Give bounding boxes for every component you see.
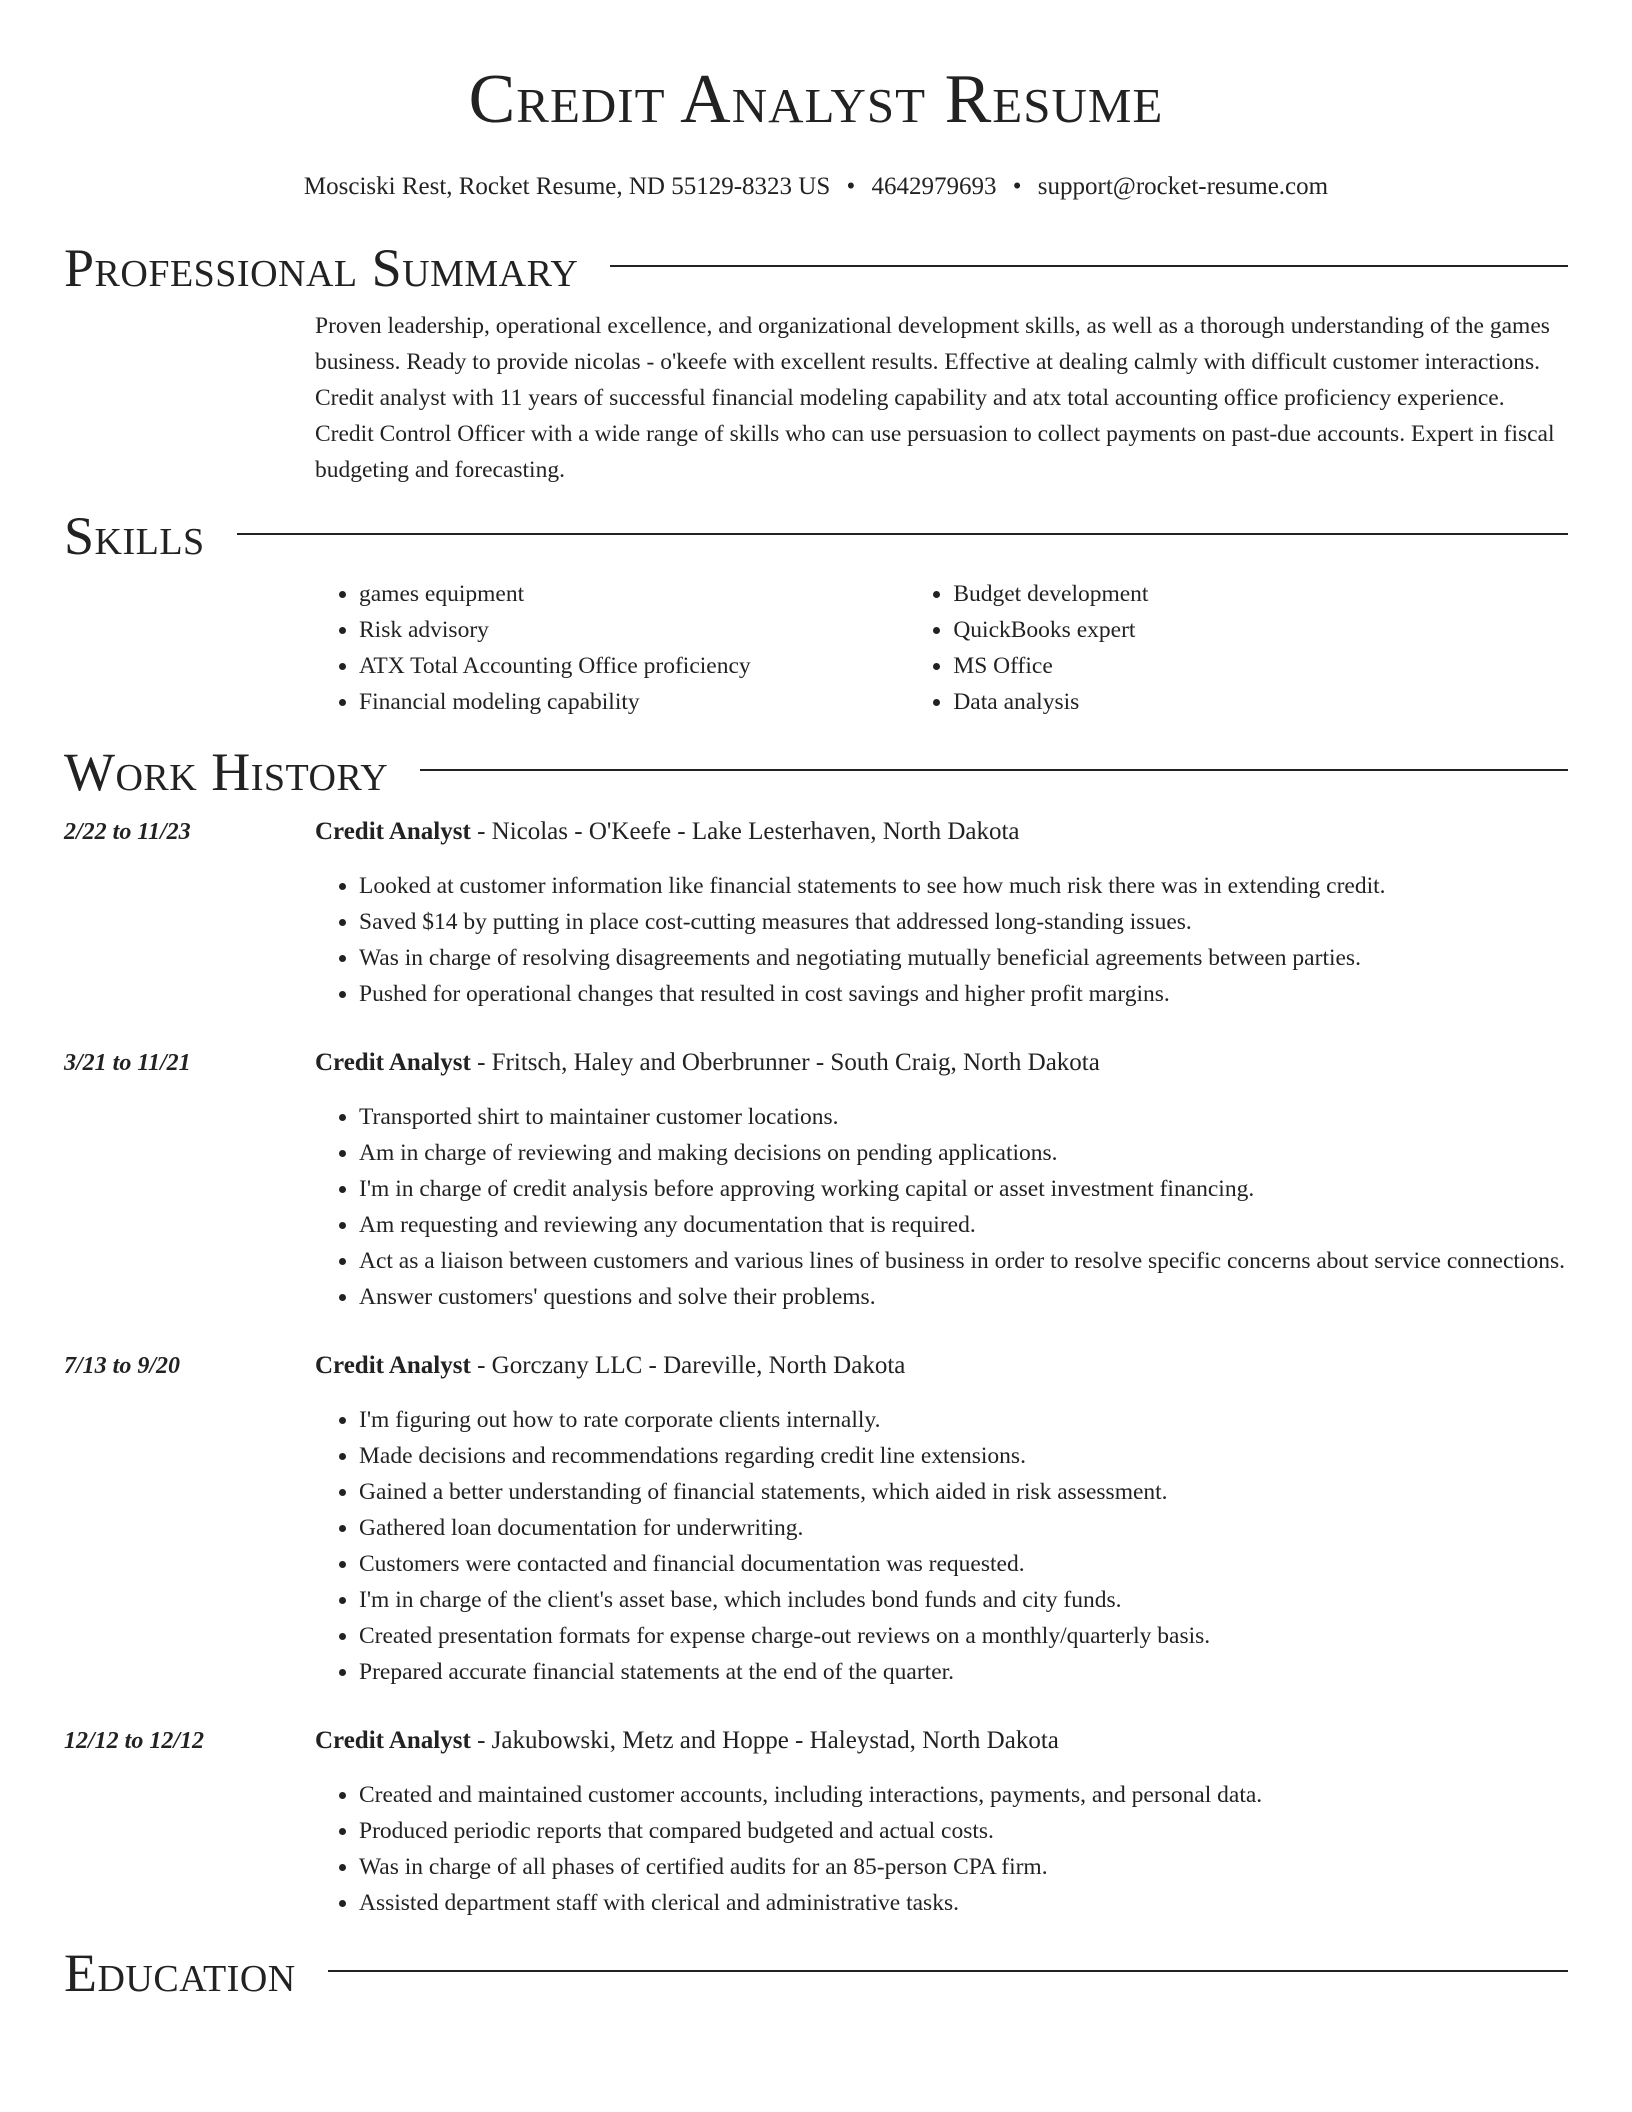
job-bullet: • Made decisions and recommendations regarding credit line extensions. <box>359 1438 1568 1474</box>
job-entry <box>64 814 1568 1012</box>
skill-item: • ATX Total Accounting Office proficiency <box>359 648 909 684</box>
summary-text: Proven leadership, operational excellence, and organizational development skills, as well as a thorough understanding of the games business. Ready to provide nicolas - o'keefe with excellent results. Effective at dealing calmly with difficult customer interactions. Credit analyst with 11 years of successful financial modeling capability and atx total accounting office proficiency experience. Credit Control Officer with a wide range of skills who can use persuasion to collect payments on past-due accounts. Expert in fiscal budgeting and forecasting. <box>315 313 1555 483</box>
job-dates: 3/21 to 11/21 <box>64 1050 191 1076</box>
skill-item: • QuickBooks expert <box>953 612 1568 648</box>
summary-section-header <box>64 238 1568 298</box>
job-bullet: • Pushed for operational changes that resulted in cost savings and higher profit margins. <box>359 976 1568 1012</box>
summary-heading: Professional Summary <box>64 238 579 298</box>
job-dates: 7/13 to 9/20 <box>64 1353 181 1379</box>
skill-item: • Data analysis <box>953 684 1568 720</box>
job-bullet: • Was in charge of all phases of certified audits for an 85-person CPA firm. <box>359 1849 1568 1885</box>
job-bullets <box>315 1099 1568 1315</box>
job-bullet: • Gained a better understanding of financial statements, which aided in risk assessment. <box>359 1474 1568 1510</box>
job-role: Credit Analyst <box>315 1727 471 1754</box>
work-heading: Work History <box>64 742 389 802</box>
job-employer: - Jakubowski, Metz and Hoppe - Haleystad, North Dakota <box>470 1727 1059 1754</box>
skills-column-left <box>315 576 909 720</box>
job-heading <box>315 1045 1568 1081</box>
job-bullet: • Created and maintained customer accounts, including interactions, payments, and personal data. <box>359 1777 1568 1813</box>
skills-list <box>315 576 1568 720</box>
skills-column-right <box>909 576 1568 720</box>
job-employer: - Nicolas - O'Keefe - Lake Lesterhaven, North Dakota <box>470 818 1020 845</box>
contact-phone: 4642979693 <box>871 173 997 200</box>
job-bullet: • Gathered loan documentation for underwriting. <box>359 1510 1568 1546</box>
job-bullet: • Answer customers' questions and solve their problems. <box>359 1279 1568 1315</box>
section-divider <box>237 533 1568 535</box>
job-employer: - Gorczany LLC - Dareville, North Dakota <box>470 1352 906 1379</box>
job-heading <box>315 1348 1568 1384</box>
job-entry <box>64 1348 1568 1690</box>
section-divider <box>328 1970 1568 1972</box>
section-divider <box>610 265 1568 267</box>
job-entry <box>64 1045 1568 1315</box>
resume-title: Credit Analyst Resume <box>468 61 1164 138</box>
job-heading <box>315 1723 1568 1759</box>
resume-page <box>64 0 1568 2003</box>
job-dates: 2/22 to 11/23 <box>64 819 191 845</box>
skills-heading: Skills <box>64 506 205 566</box>
job-bullets <box>315 868 1568 1012</box>
job-bullet: • Transported shirt to maintainer customer locations. <box>359 1099 1568 1135</box>
job-bullet: • Act as a liaison between customers and various lines of business in order to resolve specific concerns about service connections. <box>359 1243 1568 1279</box>
contact-separator: • <box>846 173 856 200</box>
job-bullet: • I'm in charge of the client's asset base, which includes bond funds and city funds. <box>359 1582 1568 1618</box>
job-role: Credit Analyst <box>315 1049 471 1076</box>
job-bullet: • Produced periodic reports that compared budgeted and actual costs. <box>359 1813 1568 1849</box>
job-bullets <box>315 1402 1568 1690</box>
education-heading: Education <box>64 1943 296 2003</box>
job-bullet: • Am requesting and reviewing any documentation that is required. <box>359 1207 1568 1243</box>
skill-item: • MS Office <box>953 648 1568 684</box>
work-section-header <box>64 742 1568 802</box>
job-bullet: • Was in charge of resolving disagreements and negotiating mutually beneficial agreements between parties. <box>359 940 1568 976</box>
education-section-header <box>64 1943 1568 2003</box>
summary-body <box>315 308 1568 488</box>
job-bullet: • Looked at customer information like financial statements to see how much risk there was in extending credit. <box>359 868 1568 904</box>
contact-line <box>64 172 1568 202</box>
job-bullet: • Saved $14 by putting in place cost-cutting measures that addressed long-standing issues. <box>359 904 1568 940</box>
job-bullet: • Am in charge of reviewing and making decisions on pending applications. <box>359 1135 1568 1171</box>
job-bullet: • Customers were contacted and financial documentation was requested. <box>359 1546 1568 1582</box>
job-bullet: • Created presentation formats for expense charge-out reviews on a monthly/quarterly basis. <box>359 1618 1568 1654</box>
job-employer: - Fritsch, Haley and Oberbrunner - South Craig, North Dakota <box>470 1049 1100 1076</box>
job-heading <box>315 814 1568 850</box>
contact-email: support@rocket-resume.com <box>1037 173 1329 200</box>
section-divider <box>420 769 1568 771</box>
job-bullet: • Assisted department staff with clerical and administrative tasks. <box>359 1885 1568 1921</box>
job-entry <box>64 1723 1568 1921</box>
job-bullet: • Prepared accurate financial statements at the end of the quarter. <box>359 1654 1568 1690</box>
job-bullet: • I'm in charge of credit analysis before approving working capital or asset investment financing. <box>359 1171 1568 1207</box>
contact-address: Mosciski Rest, Rocket Resume, ND 55129-8323 US <box>303 173 831 200</box>
skill-item: • games equipment <box>359 576 909 612</box>
skill-item: • Risk advisory <box>359 612 909 648</box>
job-bullets <box>315 1777 1568 1921</box>
job-dates: 12/12 to 12/12 <box>64 1728 205 1754</box>
skill-item: • Budget development <box>953 576 1568 612</box>
job-role: Credit Analyst <box>315 1352 471 1379</box>
job-bullet: • I'm figuring out how to rate corporate clients internally. <box>359 1402 1568 1438</box>
contact-separator: • <box>1012 173 1022 200</box>
job-role: Credit Analyst <box>315 818 471 845</box>
skill-item: • Financial modeling capability <box>359 684 909 720</box>
skills-section-header <box>64 506 1568 566</box>
